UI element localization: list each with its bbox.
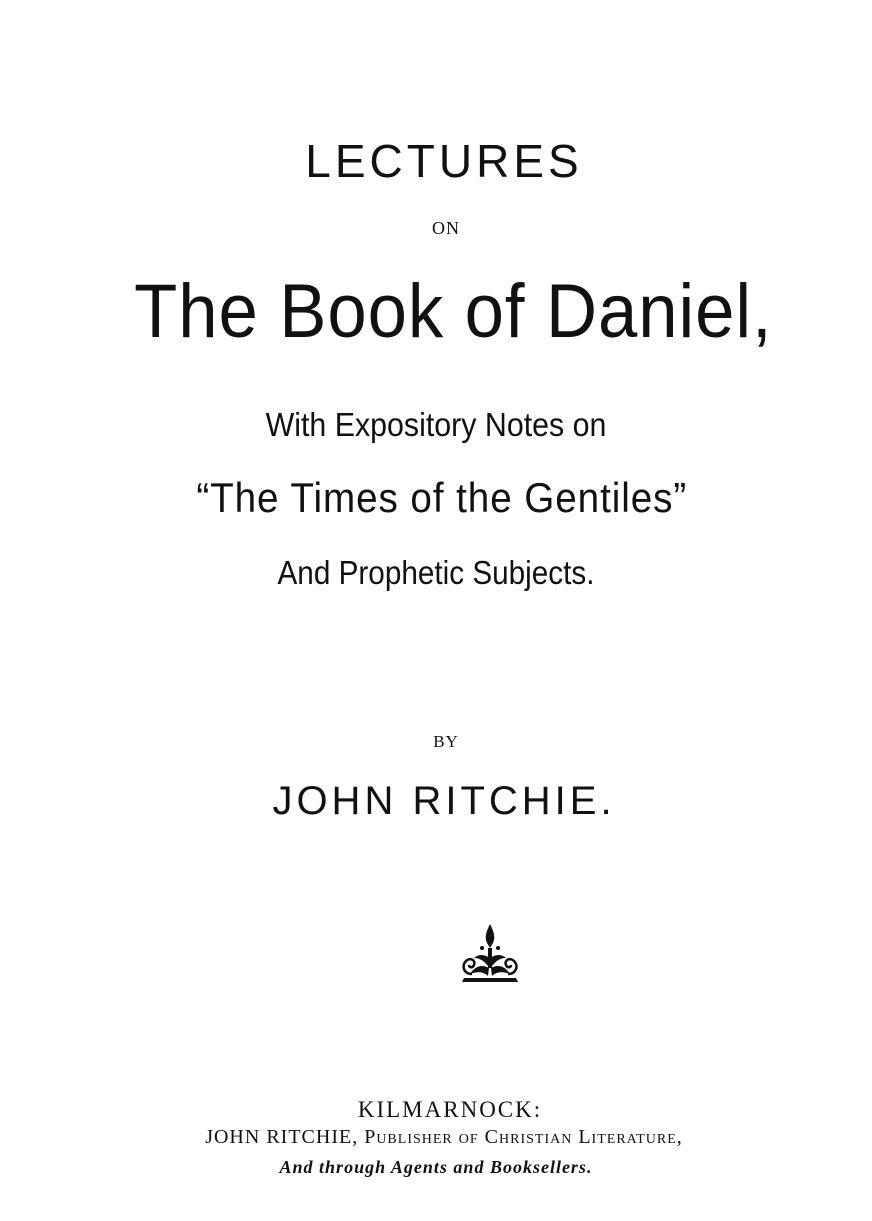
publisher-role: Publisher of Christian Literature, bbox=[364, 1126, 683, 1148]
book-title: The Book of Daniel, bbox=[134, 269, 773, 354]
heading-on: ON bbox=[432, 218, 460, 238]
fleuron-ornament-icon bbox=[458, 918, 522, 984]
imprint-distribution: And through Agents and Booksellers. bbox=[279, 1157, 593, 1177]
author-name: JOHN RITCHIE. bbox=[272, 779, 616, 823]
imprint-place: KILMARNOCK: bbox=[357, 1097, 543, 1122]
subtitle-line-2: “The Times of the Gentiles” bbox=[196, 474, 688, 521]
by-line: BY bbox=[433, 732, 459, 751]
imprint-publisher bbox=[0, 1126, 872, 1149]
heading-lectures: LECTURES bbox=[305, 135, 583, 187]
publisher-name: JOHN RITCHIE, bbox=[205, 1126, 359, 1148]
subtitle-line-3: And Prophetic Subjects. bbox=[277, 554, 595, 591]
subtitle-line-1: With Expository Notes on bbox=[265, 406, 607, 443]
